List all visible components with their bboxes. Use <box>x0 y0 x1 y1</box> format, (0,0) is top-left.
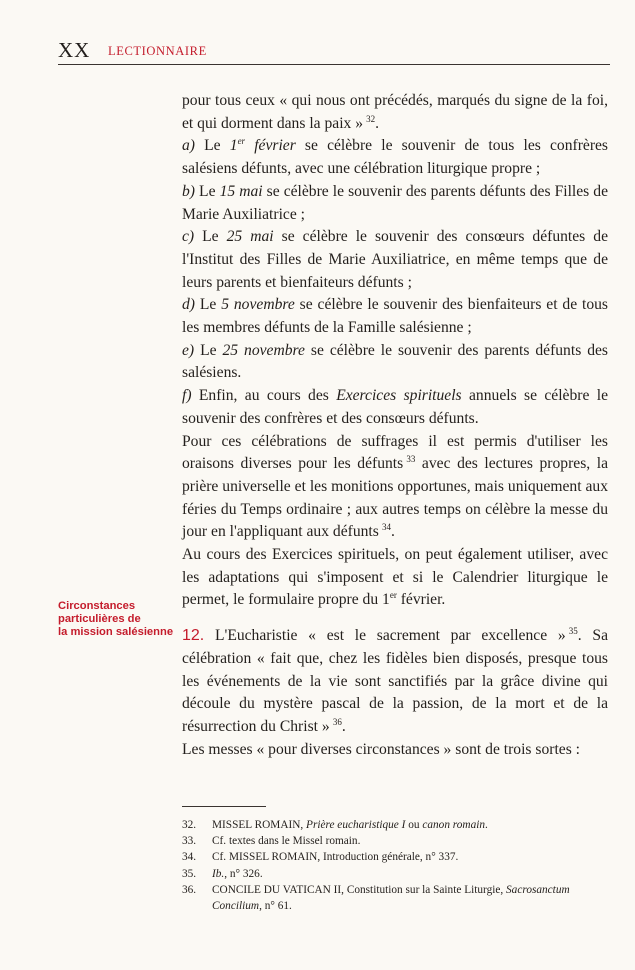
footnote-rule <box>182 806 266 807</box>
text: , n° 61. <box>259 900 292 913</box>
footnote-36 <box>182 882 608 914</box>
section-12 <box>182 625 608 739</box>
margin-note-line: Circonstances <box>58 600 136 612</box>
paragraph-intro <box>182 90 608 135</box>
item-f <box>182 385 608 430</box>
emphasis: Prière eucharistique I <box>306 819 406 831</box>
date: 5 novembre <box>221 296 295 314</box>
item-label: d) <box>182 296 195 314</box>
margin-note <box>58 600 183 639</box>
item-a <box>182 135 608 180</box>
text: L'Eucharistie « est le sacrement par excellence » <box>204 627 566 645</box>
text: se célèbre le souvenir de tous les confrères salésiens défunts, avec une célébration liturgique propre ; <box>182 137 608 178</box>
margin-note-line: particulières de <box>58 613 141 625</box>
section-number: 12. <box>182 627 205 645</box>
footnote-34 <box>182 849 608 865</box>
running-header <box>58 38 610 65</box>
footnote-text <box>212 817 608 833</box>
text: CONCILE DU VATICAN II, Constitution sur la Sainte Liturgie, <box>212 883 507 896</box>
text: 1 <box>229 137 238 155</box>
footnote-number: 34. <box>182 851 197 864</box>
text: annuels se célèbre le souvenir des confrères et des consœurs défunts. <box>182 387 608 427</box>
text: , n° 326. <box>224 867 263 880</box>
text: se célèbre le souvenir des consœurs défuntes de l'Institut des Filles de Marie Auxiliatrice, en même temps que de leurs parents et bienfaiteurs défunts ; <box>182 228 608 291</box>
footnote-text <box>212 882 608 914</box>
text: . Sa célébration « fait que, chez les fidèles bien disposés, presque tous les événements de la vie sont sanctifiés par la grâce divine qui découle du mystère pascal de la passion, de la mort et de la résurrection du Christ » <box>182 627 608 735</box>
footnote-number: 33. <box>182 835 197 848</box>
footnote-32 <box>182 817 608 833</box>
footnote-text: Cf. MISSEL ROMAIN, Introduction générale, n° 337. <box>212 851 459 864</box>
text: Le <box>195 182 220 200</box>
text: . <box>341 717 346 735</box>
emphasis: Sacrosanctum Concilium <box>212 883 570 913</box>
date: 25 mai <box>226 228 274 246</box>
footnote-text: Cf. textes dans le Missel romain. <box>212 835 361 848</box>
text: MISSEL ROMAIN, <box>212 819 307 831</box>
text: Au cours des Exercices spirituels, on peut également utiliser, avec les adaptations qui s'imposent et si le Calendrier liturgique le permet, le formulaire propre du 1 <box>182 546 608 609</box>
text: ou <box>405 819 423 831</box>
paragraph-exercices <box>182 544 608 612</box>
footnote-text <box>212 866 608 882</box>
margin-note-line: la mission salésienne <box>58 626 174 638</box>
footnote-ref: 33 <box>406 454 416 465</box>
text: Le <box>194 228 227 246</box>
footnote-number: 36. <box>182 883 197 896</box>
footnote-number: 32. <box>182 819 197 831</box>
item-label: c) <box>182 228 195 246</box>
page-number: XX <box>58 38 91 62</box>
text: février. <box>396 591 446 609</box>
emphasis: Ib. <box>212 867 225 880</box>
text: Enfin, au cours des <box>191 387 337 405</box>
footnote-35 <box>182 866 608 882</box>
footnote-number: 35. <box>182 867 197 880</box>
emphasis: canon romain <box>422 819 486 831</box>
ordinal: er <box>237 136 246 147</box>
date: 25 novembre <box>222 341 305 359</box>
text: Le <box>194 341 223 359</box>
footnote-33 <box>182 833 608 849</box>
text: . <box>375 114 380 132</box>
item-e <box>182 340 608 385</box>
footnote-ref: 34 <box>381 522 391 533</box>
paragraph-suffrages <box>182 431 608 545</box>
text: Le <box>195 296 222 314</box>
text: février <box>245 137 296 155</box>
body-text <box>182 90 608 761</box>
item-c <box>182 226 608 294</box>
paragraph-messes: Les messes « pour diverses circonstances » sont de trois sortes : <box>182 740 580 758</box>
footnote-ref: 35 <box>568 626 578 637</box>
footnote-ref: 36 <box>332 716 342 727</box>
item-label: a) <box>182 137 195 155</box>
text: . <box>485 819 488 831</box>
text: avec des lectures propres, la prière universelle et les monitions opportunes, mais uniquement aux féries du Temps ordinaire ; aux autres temps on célèbre la messe du jour en l'appliquant aux défunts <box>182 455 608 541</box>
text: pour tous ceux « qui nous ont précédés, marqués du signe de la foi, et qui dorment dans la paix » <box>182 92 608 132</box>
date <box>230 137 296 154</box>
item-b <box>182 181 608 226</box>
text: se célèbre le souvenir des bienfaiteurs et de tous les membres défunts de la Famille salésienne ; <box>182 296 608 337</box>
text: . <box>390 523 395 541</box>
item-label: f) <box>182 387 192 405</box>
footnotes <box>182 817 608 914</box>
running-title: LECTIONNAIRE <box>108 44 207 58</box>
date: 15 mai <box>219 182 263 200</box>
text: Le <box>195 137 230 155</box>
text: Pour ces célébrations de suffrages il est permis d'utiliser les oraisons diverses pour les défunts <box>182 432 608 473</box>
text: se célèbre le souvenir des parents défunts des salésiens. <box>182 341 608 382</box>
text: se célèbre le souvenir des parents défunts des Filles de Marie Auxiliatrice ; <box>182 182 608 223</box>
ordinal: er <box>389 590 397 601</box>
emphasis: Exercices spirituels <box>336 387 462 405</box>
item-label: e) <box>182 341 195 359</box>
footnote-ref: 32 <box>366 113 376 124</box>
item-d <box>182 294 608 339</box>
item-label: b) <box>182 182 195 200</box>
